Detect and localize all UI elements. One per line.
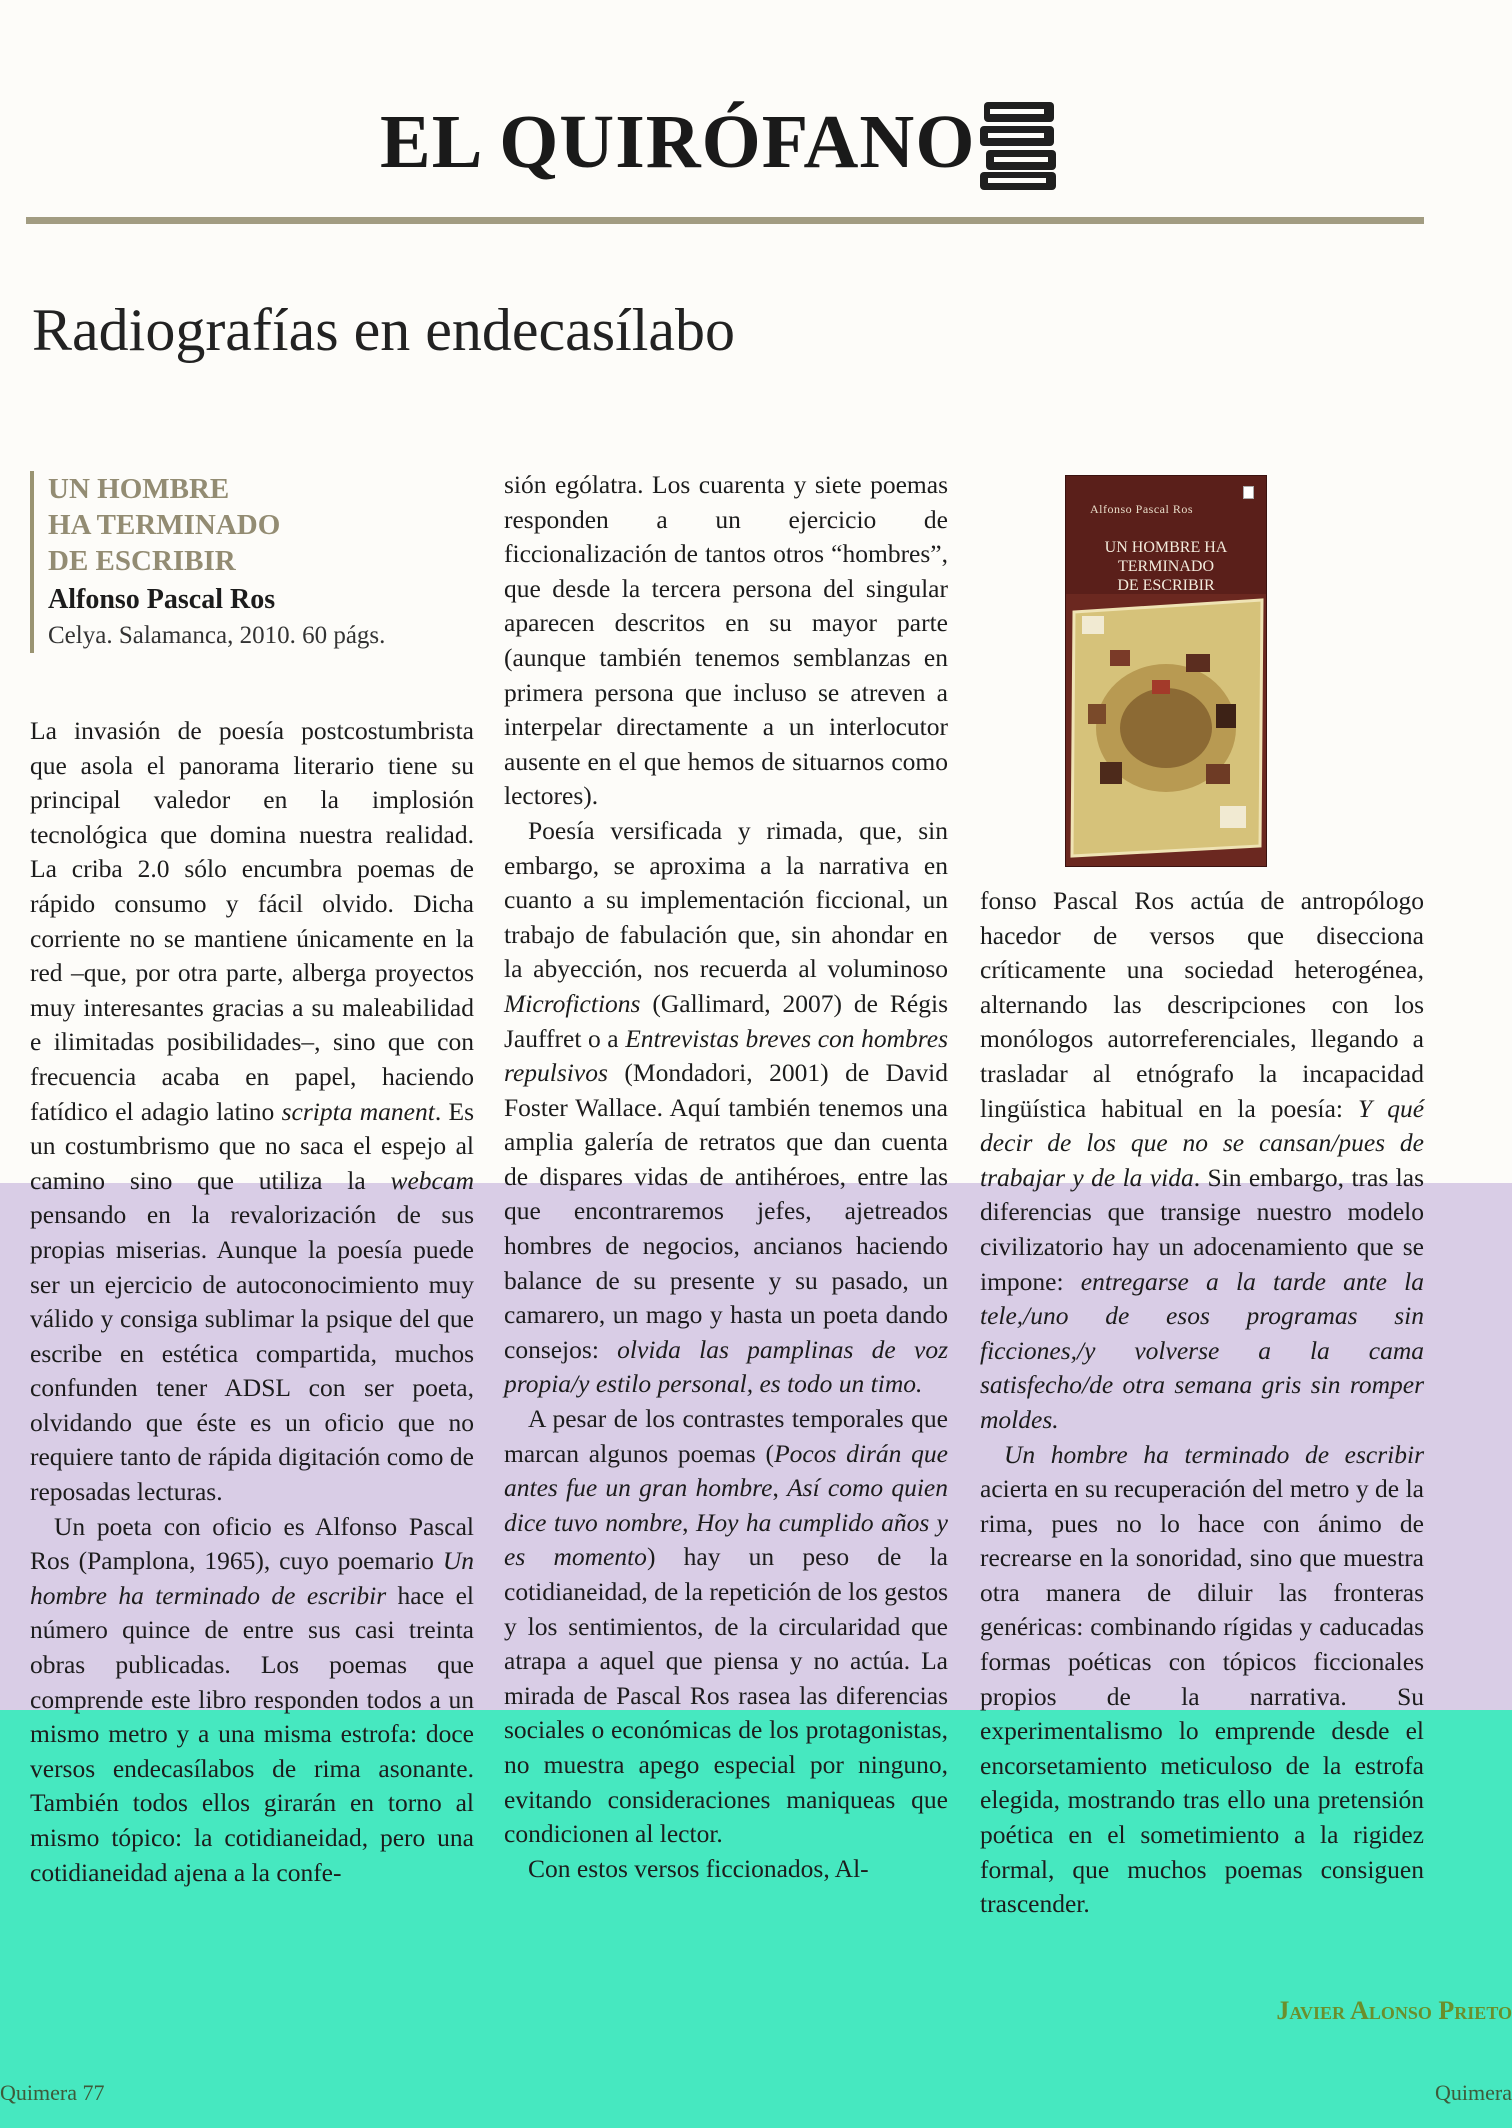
book-title-line-2: HA TERMINADO	[48, 509, 281, 541]
header-rule	[26, 217, 1424, 224]
paragraph: Con estos versos ficcionados, Al-	[528, 1853, 869, 1883]
section-title: EL QUIRÓFANO	[380, 100, 976, 184]
body-column-3	[980, 884, 1424, 1922]
paragraph: Un poeta con oficio es Alfonso Pascal Ros (Pamplona, 1965), cuyo poemario Un hombre ha terminado de escribir hace el número quince de entre sus casi treinta obras publicadas. Los poemas que comprende este libro responden todos a un mismo metro y a una misma estrofa: doce versos endecasílabos de rima asonante. También todos ellos girarán en torno al mismo tópico: la cotidianeidad, pero una cotidianeidad ajena a la confe-	[30, 1511, 475, 1887]
paragraph: A pesar de los contrastes temporales que marcan algunos poemas (Pocos dirán que antes fue un gran hombre, Así como quien dice tuvo nombre, Hoy ha cumplido años y es momento) hay un peso de la cotidianeidad, de la repetición de los gestos y los sentimientos, de la circularidad que atrapa a aquel que piensa y no actúa. La mirada de Pascal Ros rasea las diferencias sociales o económicas de los protagonistas, no muestra apego especial por ninguno, evitando consideraciones maniqueas que condicionen al lector.	[504, 1404, 948, 1849]
paragraph: sión ególatra. Los cuarenta y siete poemas responden a un ejercicio de ficcionalización de tantos otros “hombres”, que desde la tercera persona del singular aparecen descritos en su mayor parte (aunque también tenemos semblanzas en primera persona que incluso se atreven a interpelar directamente a un interlocutor ausente en el que hemos de situarnos como lectores).	[504, 470, 948, 811]
cover-logo-mark	[1243, 486, 1254, 499]
paragraph: La invasión de poesía postcostumbrista que asola el panorama literario tiene su principal valedor en la implosión tecnológica que domina nuestra realidad. La criba 2.0 sólo encumbra poemas de rápido consumo y fácil olvido. Dicha corriente no se mantiene únicamente en la red –que, por otra parte, alberga proyectos muy interesantes gracias a su maleabilidad e ilimitadas posibilidades–, sino que con frecuencia acaba en papel, haciendo fatídico el adagio latino scripta manent. Es un costumbrismo que no saca el espejo al camino sino que utiliza la webcam pensando en la revalorización de sus propias miserias. Aunque la poesía puede ser un ejercicio de autoconocimiento muy válido y consiga sublimar la psique del que escribe en estética compartida, muchos confunden tener ADSL con ser poeta, olvidando que éste es un oficio que no requiere tanto de rápida digitación como de reposadas lecturas.	[30, 716, 475, 1507]
book-reference	[30, 471, 385, 653]
book-title-line-1: UN HOMBRE	[48, 473, 230, 505]
article-headline: Radiografías en endecasílabo	[32, 297, 736, 363]
paragraph: Poesía versificada y rimada, que, sin embargo, se aproxima a la narrativa en cuanto a su implementación ficcional, un trabajo de fabulación que, sin ahondar en la abyección, nos recuerda al voluminoso Microfictions (Gallimard, 2007) de Régis Jauffret o a Entrevistas breves con hombres repulsivos (Mondadori, 2001) de David Foster Wallace. Aquí también tenemos una amplia galería de retratos que dan cuenta de dispares vidas de antihéroes, entre las que encontraremos jefes, ajetreados hombres de negocios, ancianos haciendo balance de su presente y su pasado, un camarero, un mago y hasta un poeta dando consejos: olvida las pamplinas de voz propia/y estilo personal, es todo un timo.	[504, 815, 949, 1399]
cover-author: Alfonso Pascal Ros	[1090, 502, 1193, 516]
book-author: Alfonso Pascal Ros	[48, 584, 276, 615]
book-cover-image	[1066, 476, 1266, 866]
cover-title: UN HOMBRE HA TERMINADO DE ESCRIBIR	[1104, 539, 1228, 594]
cover-illustration	[1066, 594, 1266, 866]
footer-page-number: Quimera 77	[0, 2080, 105, 2105]
books-icon	[978, 100, 1060, 192]
paragraph: Un hombre ha terminado de escribir acierta en su recuperación del metro y de la rima, pues no lo hace con ánimo de recrearse en la sonoridad, sino que muestra otra manera de diluir las fronteras genéricas: combinando rígidas y caducadas formas poéticas con tópicos ficcionales propios de la narrativa. Su experimentalismo lo emprende desde el encorsetamiento meticuloso de la estrofa elegida, mostrando tras ello una pretensión poética en el sometimiento a la rigidez formal, que muchos poemas consiguen trascender.	[980, 1439, 1424, 1919]
book-publication: Celya. Salamanca, 2010. 60 págs.	[48, 622, 386, 649]
book-title-line-3: DE ESCRIBIR	[48, 545, 236, 577]
paragraph: fonso Pascal Ros actúa de antropólogo hacedor de versos que disecciona críticamente una sociedad heterogénea, alternando las descripciones con los monólogos autorreferenciales, llegando a trasladar al etnógrafo la incapacidad lingüística habitual en la poesía: Y qué decir de los que no se cansan/pues de trabajar y de la vida. Sin embargo, tras las diferencias que transige nuestro modelo civilizatorio hay un adocenamiento que se impone: entregarse a la tarde ante la tele,/uno de esos programas sin ficciones,/y volverse a la cama satisfecho/de otra semana gris sin romper moldes.	[980, 886, 1425, 1434]
footer-publication: Quimera	[1435, 2080, 1512, 2105]
body-column-1	[30, 714, 474, 1890]
body-column-2	[504, 468, 948, 1886]
author-signature: Javier Alonso Prieto	[1276, 1996, 1512, 2025]
